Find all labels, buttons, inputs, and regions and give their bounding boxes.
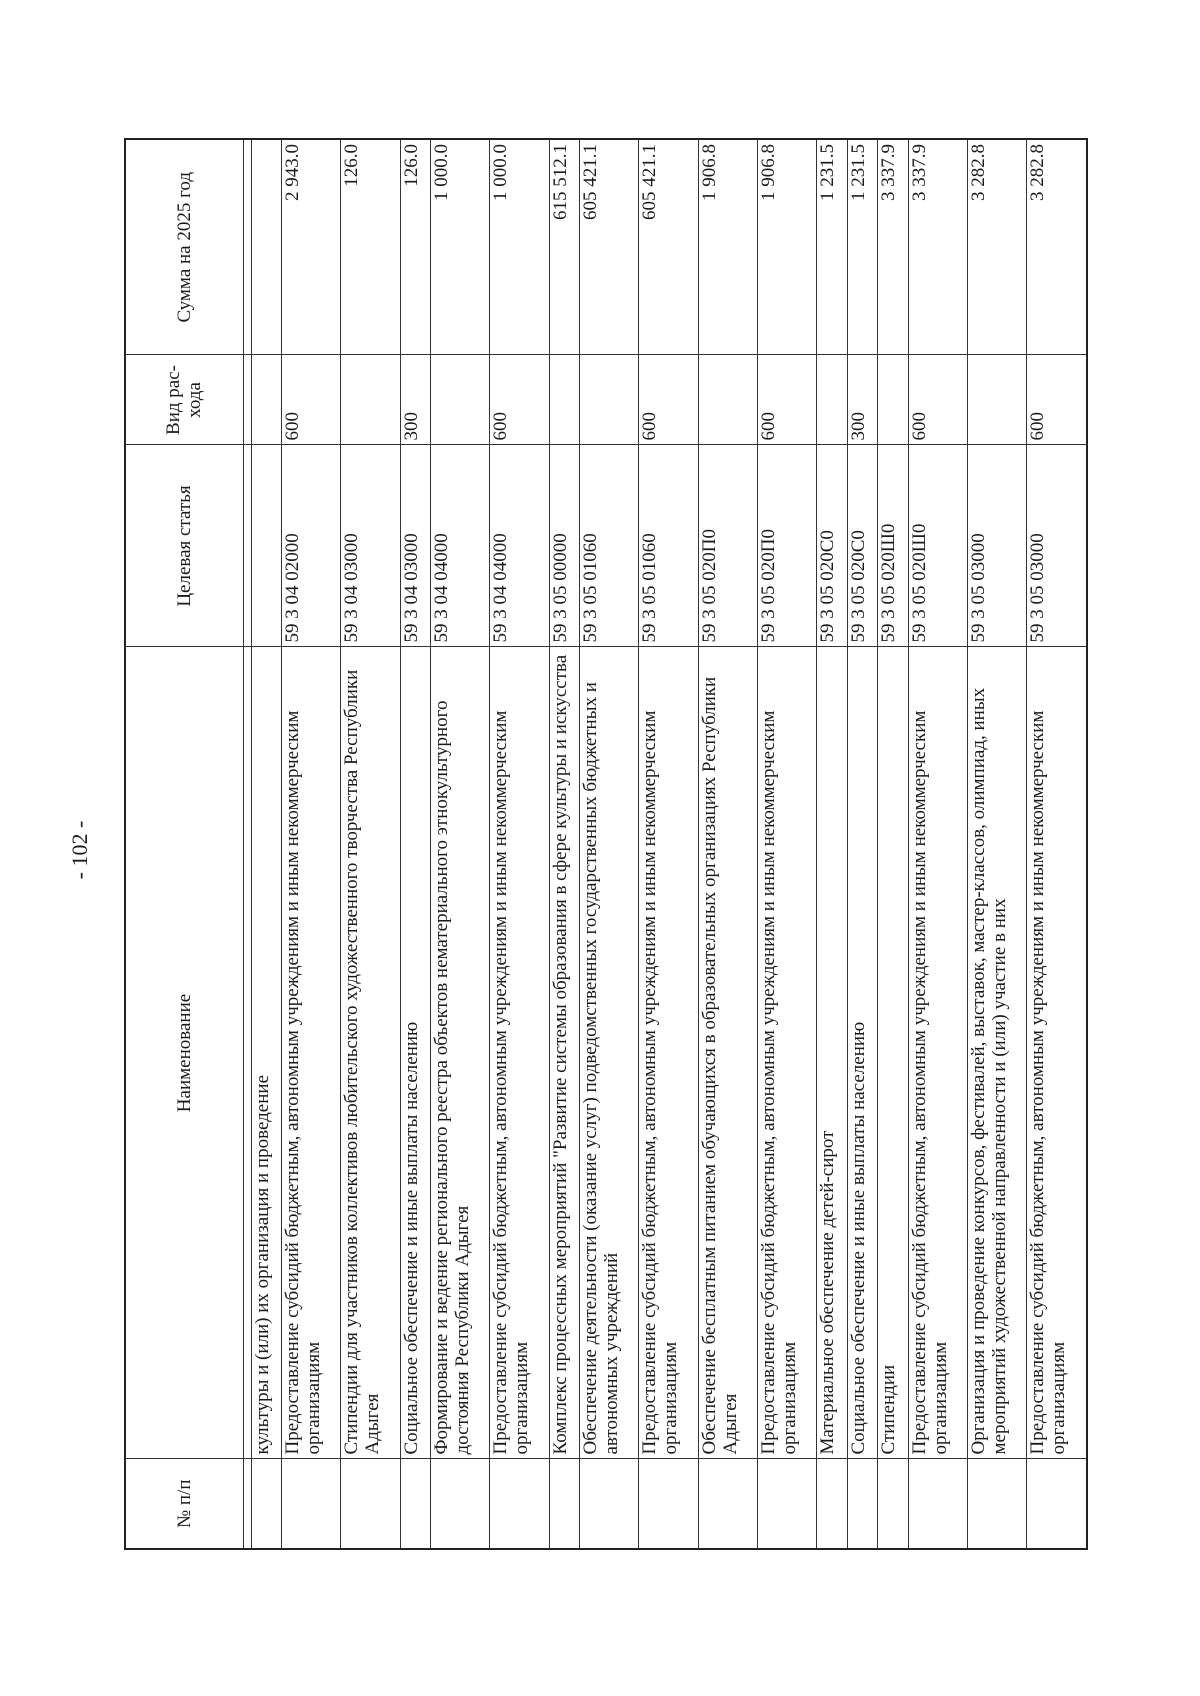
row-code-cell: 59 3 04 03000: [341, 445, 400, 647]
row-code-cell: 59 3 05 020С0: [847, 445, 877, 647]
header-name: Наименование: [125, 647, 243, 1459]
row-expense-type-cell: 300: [400, 355, 430, 445]
header-num: № п/п: [125, 1459, 243, 1549]
row-num-cell: [430, 1459, 489, 1549]
spacer-cell: [243, 1459, 251, 1549]
table-row: [430, 139, 489, 1549]
row-name-cell: Социальное обеспечение и иные выплаты населению: [400, 647, 430, 1459]
row-name-cell: Обеспечение деятельности (оказание услуг) подведомственных государственных бюджетных и автономных учреждений: [580, 647, 639, 1459]
spacer-cell: [243, 647, 251, 1459]
spacer-cell: [243, 445, 251, 647]
row-code-cell: 59 3 05 01060: [639, 445, 698, 647]
row-code-cell: 59 3 05 020Ш0: [908, 445, 967, 647]
row-num-cell: [758, 1459, 817, 1549]
table-row: [698, 139, 757, 1549]
table-row: [758, 139, 817, 1549]
row-name-cell: культуры и (или) их организация и проведение: [251, 647, 281, 1459]
row-code-cell: 59 3 05 03000: [967, 445, 1026, 647]
table-row: [847, 139, 877, 1549]
row-num-cell: [549, 1459, 579, 1549]
header-spacer-row: [243, 139, 251, 1549]
row-name-cell: Предоставление субсидий бюджетным, автономным учреждениям и иным некоммерческим организациям: [758, 647, 817, 1459]
row-sum-cell: 1 231.5: [847, 139, 877, 355]
row-name-cell: Формирование и ведение регионального реестра объектов нематериального этнокультурного достояния Республики Адыгея: [430, 647, 489, 1459]
row-expense-type-cell: [817, 355, 847, 445]
row-num-cell: [639, 1459, 698, 1549]
spacer-cell: [243, 355, 251, 445]
row-num-cell: [281, 1459, 340, 1549]
row-sum-cell: 3 282.8: [967, 139, 1026, 355]
row-name-cell: Социальное обеспечение и иные выплаты населению: [847, 647, 877, 1459]
row-sum-cell: 126.0: [400, 139, 430, 355]
row-code-cell: 59 3 05 020Ш0: [878, 445, 908, 647]
row-sum-cell: 3 282.8: [1027, 139, 1087, 355]
row-name-cell: Комплекс процессных мероприятий "Развитие системы образования в сфере культуры и искусства: [549, 647, 579, 1459]
row-code-cell: 59 3 05 020П0: [698, 445, 757, 647]
row-code-cell: 59 3 05 03000: [1027, 445, 1087, 647]
row-num-cell: [490, 1459, 549, 1549]
row-num-cell: [580, 1459, 639, 1549]
row-sum-cell: 1 000.0: [490, 139, 549, 355]
table-row: [817, 139, 847, 1549]
table-row: [1027, 139, 1087, 1549]
row-name-cell: Предоставление субсидий бюджетным, автономным учреждениям и иным некоммерческим организациям: [281, 647, 340, 1459]
table-header-row: [125, 139, 243, 1549]
row-sum-cell: 615 512.1: [549, 139, 579, 355]
row-expense-type-cell: [698, 355, 757, 445]
row-expense-type-cell: [341, 355, 400, 445]
table-row: [639, 139, 698, 1549]
header-code: Целевая статья: [125, 445, 243, 647]
row-expense-type-cell: [430, 355, 489, 445]
table-row: [251, 139, 281, 1549]
table-row: [967, 139, 1026, 1549]
table-row: [281, 139, 340, 1549]
row-code-cell: 59 3 05 020П0: [758, 445, 817, 647]
row-expense-type-cell: 600: [908, 355, 967, 445]
row-num-cell: [847, 1459, 877, 1549]
row-expense-type-cell: 600: [281, 355, 340, 445]
table-body: [251, 139, 1087, 1549]
row-sum-cell: 126.0: [341, 139, 400, 355]
row-expense-type-cell: 300: [847, 355, 877, 445]
row-expense-type-cell: [967, 355, 1026, 445]
row-name-cell: Стипендии для участников коллективов любительского художественного творчества Республики Адыгея: [341, 647, 400, 1459]
row-name-cell: Предоставление субсидий бюджетным, автономным учреждениям и иным некоммерческим организациям: [490, 647, 549, 1459]
row-code-cell: 59 3 05 01060: [580, 445, 639, 647]
row-code-cell: 59 3 04 02000: [281, 445, 340, 647]
table-row: [908, 139, 967, 1549]
row-name-cell: Организация и проведение конкурсов, фестивалей, выставок, мастер-классов, олимпиад, иных мероприятий художественной направленности и (или) участие в них: [967, 647, 1026, 1459]
row-num-cell: [341, 1459, 400, 1549]
row-expense-type-cell: 600: [639, 355, 698, 445]
row-num-cell: [908, 1459, 967, 1549]
row-num-cell: [698, 1459, 757, 1549]
page-number: - 102 -: [67, 820, 92, 880]
row-sum-cell: 3 337.9: [878, 139, 908, 355]
row-expense-type-cell: 600: [490, 355, 549, 445]
table-row: [580, 139, 639, 1549]
table-row: [549, 139, 579, 1549]
row-code-cell: 59 3 04 04000: [490, 445, 549, 647]
row-sum-cell: 1 000.0: [430, 139, 489, 355]
row-name-cell: Материальное обеспечение детей-сирот: [817, 647, 847, 1459]
budget-table: [124, 138, 1088, 1550]
table-row: [490, 139, 549, 1549]
row-name-cell: Стипендии: [878, 647, 908, 1459]
row-sum-cell: 1 906.8: [758, 139, 817, 355]
row-name-cell: Предоставление субсидий бюджетным, автономным учреждениям и иным некоммерческим организациям: [639, 647, 698, 1459]
table-row: [341, 139, 400, 1549]
row-expense-type-cell: [878, 355, 908, 445]
row-sum-cell: 2 943.0: [281, 139, 340, 355]
row-name-cell: Предоставление субсидий бюджетным, автономным учреждениям и иным некоммерческим организациям: [908, 647, 967, 1459]
row-num-cell: [967, 1459, 1026, 1549]
header-sum: Сумма на 2025 год: [125, 139, 243, 355]
row-expense-type-cell: 600: [1027, 355, 1087, 445]
budget-table-container: [124, 140, 1088, 1550]
row-expense-type-cell: [580, 355, 639, 445]
table-row: [400, 139, 430, 1549]
spacer-cell: [243, 139, 251, 355]
row-num-cell: [251, 1459, 281, 1549]
row-expense-type-cell: 600: [758, 355, 817, 445]
row-num-cell: [400, 1459, 430, 1549]
row-num-cell: [1027, 1459, 1087, 1549]
row-code-cell: 59 3 04 04000: [430, 445, 489, 647]
row-num-cell: [878, 1459, 908, 1549]
row-sum-cell: 3 337.9: [908, 139, 967, 355]
row-sum-cell: [251, 139, 281, 355]
row-sum-cell: 605 421.1: [639, 139, 698, 355]
row-code-cell: [251, 445, 281, 647]
row-expense-type-cell: [251, 355, 281, 445]
row-code-cell: 59 3 05 00000: [549, 445, 579, 647]
row-code-cell: 59 3 04 03000: [400, 445, 430, 647]
row-sum-cell: 1 906.8: [698, 139, 757, 355]
header-exp: Вид рас-хода: [125, 355, 243, 445]
row-name-cell: Обеспечение бесплатным питанием обучающихся в образовательных организациях Республики Адыгея: [698, 647, 757, 1459]
row-sum-cell: 1 231.5: [817, 139, 847, 355]
row-expense-type-cell: [549, 355, 579, 445]
row-name-cell: Предоставление субсидий бюджетным, автономным учреждениям и иным некоммерческим организациям: [1027, 647, 1087, 1459]
table-row: [878, 139, 908, 1549]
row-num-cell: [817, 1459, 847, 1549]
row-code-cell: 59 3 05 020С0: [817, 445, 847, 647]
row-sum-cell: 605 421.1: [580, 139, 639, 355]
